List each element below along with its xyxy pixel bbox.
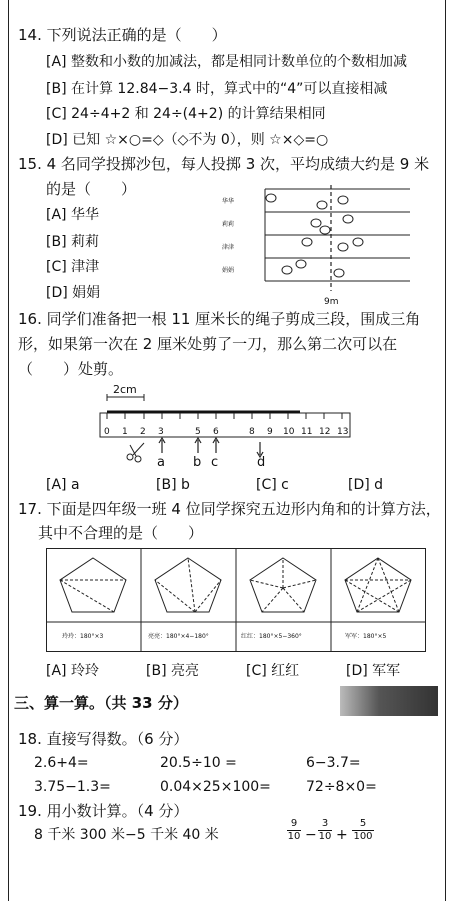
fraction-5-100: $\frac{5}{100}$ — [353, 818, 373, 842]
caption-liangliang: 亮亮：180°×4−180° — [148, 633, 209, 640]
ruler-body — [100, 413, 350, 437]
q14-option-a[interactable]: [A] 整数和小数的加减法，都是相同计数单位的个数相加减 — [46, 54, 407, 70]
q16-line-3: （ ）处剪。 — [18, 360, 124, 378]
section-banner-shade — [340, 686, 438, 716]
q16-option-b[interactable]: [B] b — [156, 477, 190, 493]
q18-item-2: 20.5÷10 = — [160, 755, 237, 771]
ruler-num-3: 3 — [158, 427, 164, 437]
throw-mark — [302, 238, 312, 246]
pentagon-liangliang — [155, 558, 221, 612]
q16-line-1: 16. 同学们准备把一根 11 厘米长的绳子剪成三段，围成三角 — [18, 310, 421, 328]
q15-option-d[interactable]: [D] 娟娟 — [46, 285, 101, 301]
q18-item-4: 3.75−1.3= — [34, 779, 111, 795]
ruler-num-5: 5 — [195, 427, 201, 437]
q18-item-5: 0.04×25×100= — [160, 779, 271, 795]
ruler-num-8: 8 — [249, 427, 255, 437]
q17-line-1: 17. 下面是四年级一班 4 位同学探究五边形内角和的计算方法， — [18, 500, 441, 518]
throw-mark — [334, 269, 344, 277]
ruler-num-9: 9 — [267, 427, 273, 437]
throw-mark — [311, 219, 321, 227]
plus-sign: + — [336, 827, 348, 843]
point-c-label: c — [211, 455, 219, 470]
q14-stem: 14. 下列说法正确的是（ ） — [18, 26, 227, 44]
fraction-9-10: $\frac{9}{10}$ — [287, 818, 301, 842]
ruler-num-13: 13 — [337, 427, 349, 437]
q18-item-3: 6−3.7= — [306, 755, 361, 771]
ruler-num-0: 0 — [104, 427, 110, 437]
ruler-num-6: 6 — [213, 427, 219, 437]
chart-name-1: 华华 — [222, 198, 235, 205]
q18-item-6: 72÷8×0= — [306, 779, 377, 795]
q14-option-d[interactable]: [D] 已知 ☆×○=◇（◇不为 0），则 ☆×◇=○ — [46, 132, 329, 148]
fraction-3-10: $\frac{3}{10}$ — [318, 818, 332, 842]
q15-stem-1: 15. 4 名同学投掷沙包，每人投掷 3 次，平均成绩大约是 9 米 — [18, 155, 430, 173]
q19-expression-1: 8 千米 300 米−5 千米 40 米 — [34, 827, 219, 843]
q15-option-b[interactable]: [B] 莉莉 — [46, 234, 99, 250]
pentagon-linglin — [60, 558, 126, 612]
point-a-label: a — [157, 455, 165, 470]
throw-mark — [317, 201, 327, 209]
ruler-num-12: 12 — [319, 427, 331, 437]
throw-mark — [343, 215, 353, 223]
nine-meter-label: 9m — [324, 297, 339, 307]
point-d-label: d — [257, 455, 266, 470]
q16-option-a[interactable]: [A] a — [46, 477, 80, 493]
scissors-icon — [127, 443, 144, 462]
chart-name-3: 津津 — [222, 244, 235, 251]
q15-throw-diagram — [215, 185, 415, 305]
q16-line-2: 形，如果第一次在 2 厘米处剪了一刀，那么第二次可以在 — [18, 335, 398, 353]
q14-option-c[interactable]: [C] 24÷4+2 和 24÷(4+2) 的计算结果相同 — [46, 106, 326, 122]
ruler-num-2: 2 — [140, 427, 146, 437]
throw-mark — [296, 260, 306, 268]
q16-option-c[interactable]: [C] c — [256, 477, 289, 493]
ruler-num-1: 1 — [122, 427, 128, 437]
caption-linglin: 玲玲：180°×3 — [62, 633, 104, 640]
caption-honghong: 红红：180°×5−360° — [241, 633, 302, 640]
q17-line-2: 其中不合理的是（ ） — [38, 524, 204, 542]
q18-item-1: 2.6+4= — [34, 755, 89, 771]
throw-mark — [338, 243, 348, 251]
ruler-num-11: 11 — [301, 427, 313, 437]
q15-option-c[interactable]: [C] 津津 — [46, 259, 100, 275]
q18-stem: 18. 直接写得数。（6 分） — [18, 730, 189, 748]
q16-option-d[interactable]: [D] d — [348, 477, 384, 493]
ruler-num-10: 10 — [283, 427, 295, 437]
q17-option-c[interactable]: [C] 红红 — [246, 663, 300, 679]
pentagon-junjun — [345, 558, 411, 612]
q15-option-a[interactable]: [A] 华华 — [46, 207, 99, 223]
q17-option-b[interactable]: [B] 亮亮 — [146, 663, 199, 679]
throw-mark — [282, 266, 292, 274]
length-label: 2cm — [113, 383, 137, 396]
q17-option-a[interactable]: [A] 玲玲 — [46, 663, 99, 679]
chart-name-4: 娟娟 — [222, 267, 235, 274]
q19-stem: 19. 用小数计算。（4 分） — [18, 802, 189, 820]
caption-junjun: 军军：180°×5 — [345, 633, 387, 640]
throw-mark — [353, 238, 363, 246]
throw-mark — [338, 196, 348, 204]
point-b-label: b — [193, 455, 202, 470]
q14-option-b[interactable]: [B] 在计算 12.84−3.4 时，算式中的“4”可以直接相减 — [46, 81, 388, 97]
throw-mark — [320, 226, 330, 234]
q17-option-d[interactable]: [D] 军军 — [346, 663, 401, 679]
chart-name-2: 莉莉 — [222, 221, 235, 228]
minus-sign: − — [305, 827, 317, 843]
throw-mark — [266, 194, 276, 202]
q15-stem-2: 的是（ ） — [46, 180, 137, 198]
section-title: 三、算一算。（共 33 分） — [14, 694, 188, 712]
